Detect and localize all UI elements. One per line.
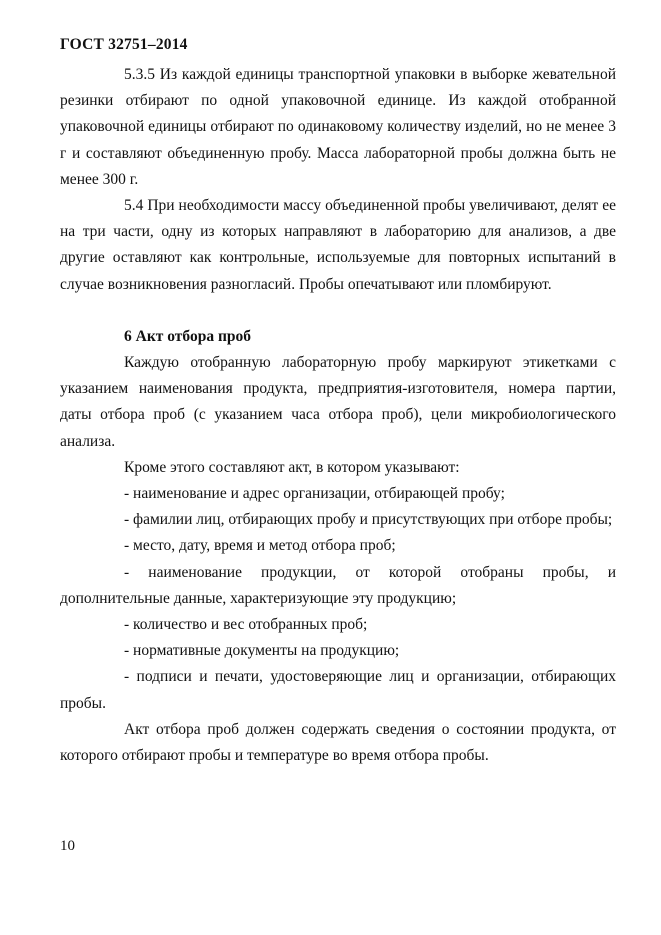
- section-gap: [60, 298, 616, 324]
- paragraph-5-3-5: 5.3.5 Из каждой единицы транспортной упаковки в выборке жевательной резинки отбирают по одной упаковочной единице. Из каждой отобранной упаковочной единицы отбирают по одинаковому количеству изделий, но не менее 3 г и составляют объединенную пробу. Масса лабораторной пробы должна быть не менее 300 г.: [60, 66, 616, 188]
- list-item: - наименование продукции, от которой отобраны пробы, и дополнительные данные, характеризующие эту продукцию;: [60, 563, 616, 607]
- paragraph-act-intro: Кроме этого составляют акт, в котором указывают:: [124, 458, 460, 476]
- standard-header: ГОСТ 32751–2014: [60, 36, 188, 53]
- section-heading: 6 Акт отбора проб: [124, 327, 251, 345]
- list-item: - нормативные документы на продукцию;: [124, 642, 400, 660]
- document-body: [60, 62, 616, 769]
- list-item: - подписи и печати, удостоверяющие лиц и организации, отбирающих пробы.: [60, 668, 616, 712]
- page-number: 10: [60, 838, 75, 854]
- list-item: - наименование и адрес организации, отбирающей пробу;: [124, 485, 505, 503]
- list-item: - место, дату, время и метод отбора проб;: [124, 537, 396, 555]
- paragraph-5-4: 5.4 При необходимости массу объединенной пробы увеличивают, делят ее на три части, одну из которых направляют в лабораторию для анализов, а две другие оставляют как контрольные, используемые для повторных испытаний в случае возникновения разногласий. Пробы опечатывают или пломбируют.: [60, 197, 616, 293]
- list-item: - количество и вес отобранных проб;: [124, 616, 368, 634]
- paragraph-labeling: Каждую отобранную лабораторную пробу маркируют этикетками с указанием наименования продукта, предприятия-изготовителя, номера партии, даты отбора проб (с указанием часа отбора проб), цели микробиологического анализа.: [60, 354, 616, 450]
- list-item: - фамилии лиц, отбирающих пробу и присутствующих при отборе пробы;: [124, 511, 613, 529]
- paragraph-act-content: Акт отбора проб должен содержать сведения о состоянии продукта, от которого отбирают пробы и температуре во время отбора пробы.: [60, 720, 616, 765]
